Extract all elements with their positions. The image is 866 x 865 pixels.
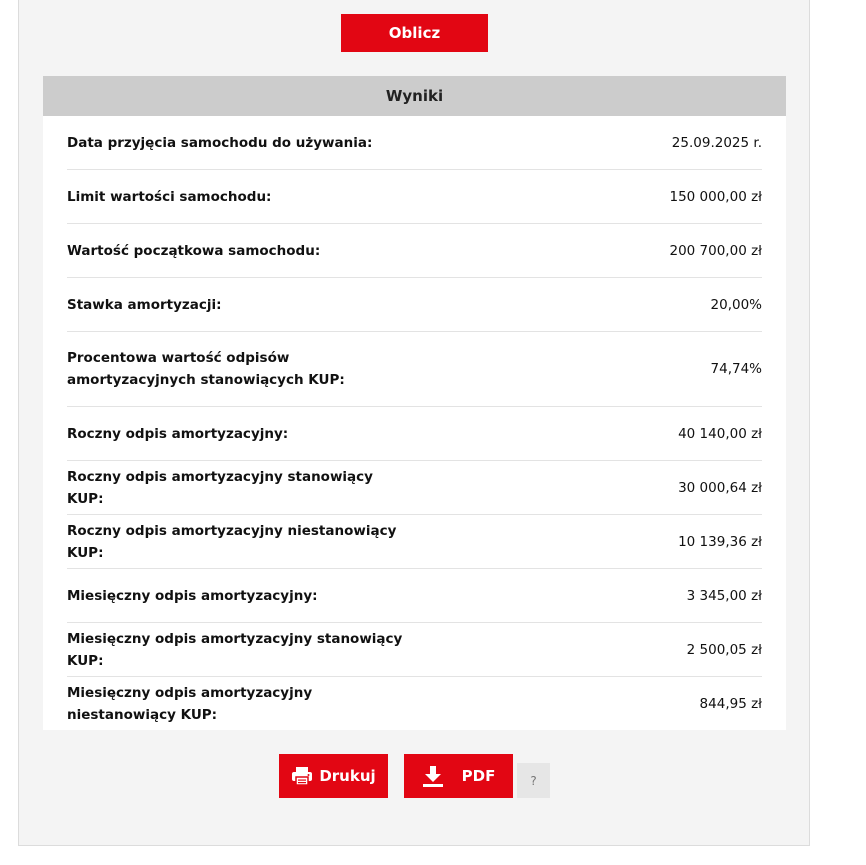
result-row-kup-percent: [67, 332, 762, 407]
result-row-monthly: [67, 569, 762, 623]
result-value: 40 140,00 zł: [678, 425, 762, 442]
result-value: 200 700,00 zł: [669, 242, 762, 259]
printer-icon: [291, 766, 313, 786]
result-value: 844,95 zł: [699, 695, 762, 712]
results-list: [67, 116, 762, 730]
result-label: Miesięczny odpis amortyzacyjny:: [67, 587, 318, 604]
print-button[interactable]: [279, 754, 388, 798]
result-value: 10 139,36 zł: [678, 533, 762, 550]
result-label: Procentowa wartość odpisów amortyzacyjnych stanowiących KUP:: [67, 350, 345, 388]
result-value: 74,74%: [710, 361, 762, 377]
result-row-date: [67, 116, 762, 170]
result-value: 2 500,05 zł: [686, 641, 762, 658]
result-label: Roczny odpis amortyzacyjny:: [67, 425, 289, 442]
results-section: [43, 76, 786, 730]
result-label: Miesięczny odpis amortyzacyjny niestanowiący KUP:: [67, 684, 313, 723]
result-value: 3 345,00 zł: [686, 587, 762, 604]
download-icon: [422, 765, 444, 787]
result-label: Roczny odpis amortyzacyjny niestanowiący KUP:: [67, 522, 397, 561]
result-label: Roczny odpis amortyzacyjny stanowiący KUP:: [67, 468, 373, 507]
pdf-button-label: PDF: [461, 767, 496, 785]
result-label: Data przyjęcia samochodu do używania:: [67, 134, 373, 151]
result-row-rate: [67, 278, 762, 332]
result-label: Wartość początkowa samochodu:: [67, 242, 321, 259]
result-row-monthly-kup: [67, 623, 762, 677]
result-row-annual-non-kup: [67, 515, 762, 569]
results-title: Wyniki: [43, 76, 786, 116]
print-button-label: Drukuj: [319, 767, 376, 785]
result-label: Limit wartości samochodu:: [67, 188, 272, 205]
pdf-button[interactable]: [404, 754, 513, 798]
result-value: 150 000,00 zł: [669, 188, 762, 205]
result-row-initial-value: [67, 224, 762, 278]
result-row-annual-kup: [67, 461, 762, 515]
calculate-button[interactable]: Oblicz: [341, 14, 488, 52]
help-button[interactable]: ?: [517, 763, 550, 798]
result-label: Stawka amortyzacji:: [67, 296, 222, 313]
result-value: 25.09.2025 r.: [671, 134, 762, 151]
result-value: 20,00%: [710, 296, 762, 313]
result-value: 30 000,64 zł: [678, 479, 762, 496]
result-row-monthly-non-kup: [67, 677, 762, 730]
result-row-annual: [67, 407, 762, 461]
result-label: Miesięczny odpis amortyzacyjny stanowiący KUP:: [67, 630, 403, 669]
result-row-limit: [67, 170, 762, 224]
